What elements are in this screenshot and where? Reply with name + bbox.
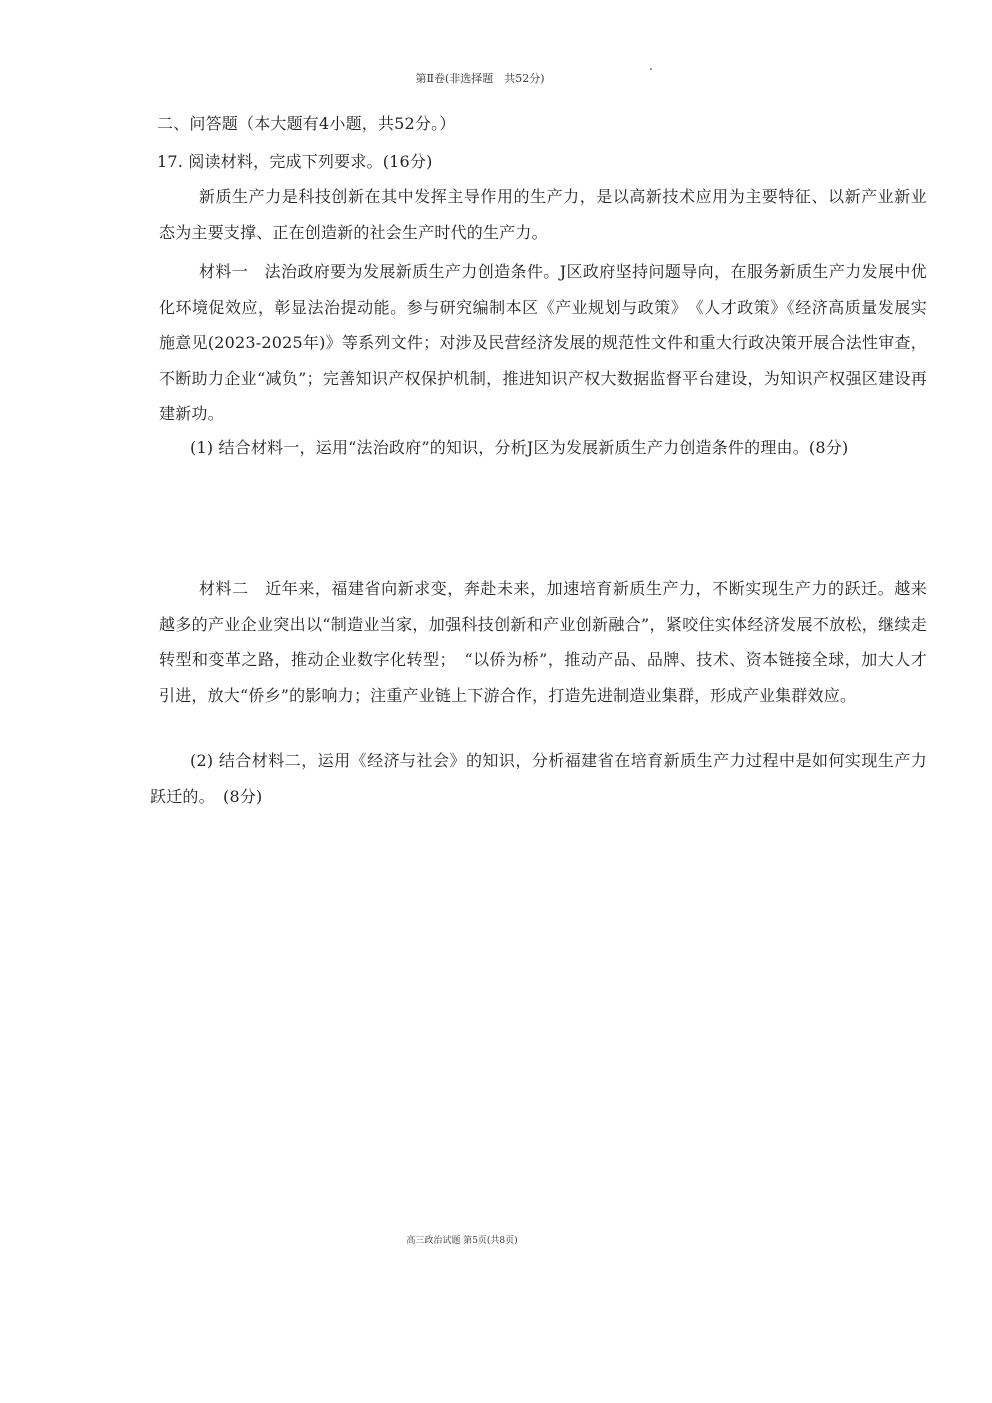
section-title-text: 二、问答题（本大题有4小题，共52分。） [157,114,456,133]
sub-question-1 [150,430,927,466]
material-one-text: 材料一 法治政府要为发展新质生产力创造条件。J区政府坚持问题导向，在服务新质生产力发展中优化环境促效应，彰显法治提动能。参与研究编制本区《产业规划与政策》 《人才政策》《经济高质量发展实施意见(2023-2025年)》等系列文件；对涉及民营经济发展的规范性文件和重大行政决策开展合法性审查，不断助力企业“减负”；完善知识产权保护机制，推进知识产权大数据监督平台建设，为知识产权强区建设再建新功。 [159,262,927,423]
question-17-stem-text: 17. 阅读材料，完成下列要求。(16分) [157,152,433,171]
page-footer: 高三政治试题 第5页(共8页) [406,1236,518,1246]
sub-question-1-text: (1) 结合材料一，运用“法治政府”的知识，分析J区为发展新质生产力创造条件的理由。(8分) [190,438,849,457]
material-one [159,254,927,432]
material-two-text: 材料二 近年来，福建省向新求变，奔赴未来，加速培育新质生产力，不断实现生产力的跃迁。越来越多的产业企业突出以“制造业当家，加强科技创新和产业创新融合”，紧咬住实体经济发展不放松，继续走转型和变革之路，推动企业数字化转型； “以侨为桥”，推动产品、品牌、技术、资本链接全球，加大人才引进，放大“侨乡”的影响力；注重产业链上下游合作，打造先进制造业集群，形成产业集群效应。 [159,579,927,705]
volume-title: 第Ⅱ卷(非选择题 共52分) [415,72,545,85]
sub-question-2-text: (2) 结合材料二，运用《经济与社会》的知识，分析福建省在培育新质生产力过程中是如何实现生产力跃迁的。 (8分) [150,751,927,806]
intro-text: 新质生产力是科技创新在其中发挥主导作用的生产力，是以高新技术应用为主要特征、以新产业新业态为主要支撑、正在创造新的社会生产时代的生产力。 [159,187,927,242]
material-two [159,571,927,713]
question-17-stem [157,144,929,180]
sub-question-2 [150,743,927,814]
scan-dot [650,68,652,70]
section-title [157,106,929,142]
intro-paragraph [159,179,927,250]
